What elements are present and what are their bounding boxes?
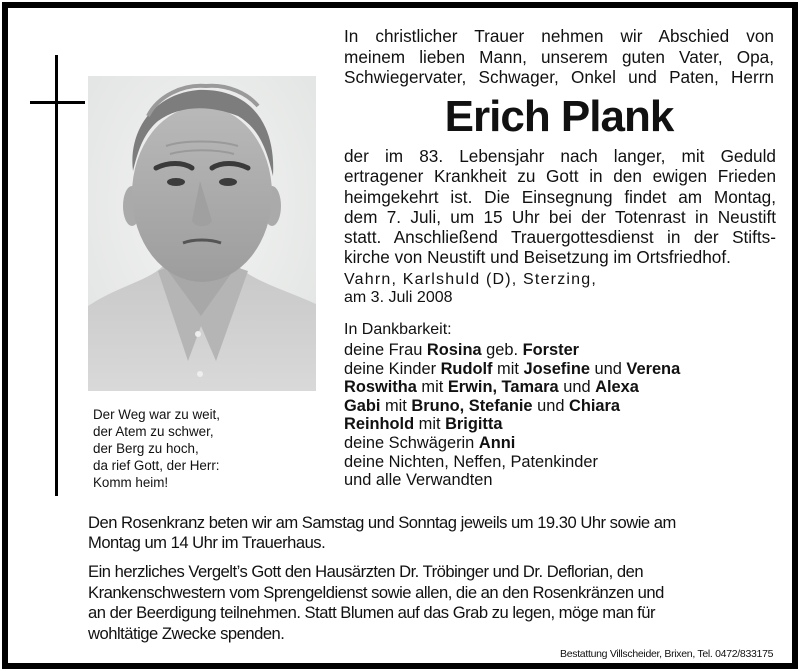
family-line	[344, 378, 680, 397]
family-relation-text: und	[589, 359, 627, 378]
rosary-line: Den Rosenkranz beten wir am Samstag und Sonntag jeweils um 19.30 Uhr sowie am	[88, 513, 676, 532]
family-relation-text: und alle Verwandten	[344, 471, 493, 490]
poem-line: der Atem zu schwer,	[93, 424, 214, 439]
family-member-name: Chiara	[569, 396, 621, 415]
gratitude-text	[88, 562, 778, 644]
poem-line: der Berg zu hoch,	[93, 441, 199, 456]
family-relation-text: mit	[414, 415, 446, 434]
poem	[93, 406, 220, 491]
family-line	[344, 453, 680, 472]
cross-icon-horizontal	[30, 101, 85, 104]
poem-line: Komm heim!	[93, 475, 169, 490]
family-member-name: Josefine	[523, 359, 590, 378]
service-line: kirche von Neustift und Beisetzung im Ortsfriedhof.	[344, 247, 731, 268]
family-relation-text: deine Frau	[344, 341, 427, 359]
service-details	[344, 146, 776, 268]
family-line	[344, 397, 680, 416]
intro-line: In christlicher Trauer nehmen wir Abschied von	[344, 26, 774, 46]
family-relation-text: mit	[380, 396, 412, 415]
intro-line: meinem lieben Mann, unserem guten Vater, Opa,	[344, 46, 774, 67]
deceased-name: Erich Plank	[444, 92, 674, 141]
family-relation-text: mit	[492, 359, 524, 378]
family-relation-text: und	[558, 378, 596, 397]
rosary-info	[88, 513, 778, 553]
family-relation-text: deine Schwägerin	[344, 433, 479, 452]
family-member-name: Rudolf	[440, 359, 493, 378]
family-line	[344, 434, 680, 453]
family-relation-text: deine Kinder	[344, 359, 441, 378]
family-relation-text: deine Nichten, Neffen, Patenkinder	[344, 452, 598, 471]
poem-line: Der Weg war zu weit,	[93, 407, 221, 422]
family-member-name: Reinhold	[344, 415, 415, 434]
service-line: ertragener Krankheit zu Gott in den ewigen Frieden	[344, 166, 776, 187]
family-relation-text: mit	[416, 378, 448, 397]
intro-line: Schwiegervater, Schwager, Onkel und Paten, Herrn	[344, 67, 774, 87]
family-member-name: Gabi	[344, 396, 381, 415]
family-line	[344, 360, 680, 379]
service-line: der im 83. Lebensjahr nach langer, mit Geduld	[344, 146, 776, 166]
gratitude-line: Ein herzliches Vergelt’s Gott den Hausärzten Dr. Tröbinger und Dr. Deflorian, den	[88, 562, 644, 581]
portrait-photo	[88, 76, 316, 391]
service-line: dem 7. Juli, um 15 Uhr bei der Totenrast in Neustift	[344, 206, 776, 227]
family-member-name: Erwin, Tamara	[447, 378, 559, 397]
gratitude-line: wohltätige Zwecke spenden.	[88, 623, 285, 643]
poem-line: da rief Gott, der Herr:	[93, 458, 220, 473]
family-member-name: Roswitha	[344, 378, 417, 397]
service-line: statt. Anschließend Trauergottesdienst in der Stifts-	[344, 227, 776, 248]
family-member-name: Rosina	[426, 341, 482, 359]
family-relation-text: und	[532, 396, 569, 415]
portrait-photo-illustration	[88, 76, 316, 391]
notice-date: am 3. Juli 2008	[344, 289, 453, 306]
places: Vahrn, Karlshuld (D), Sterzing,	[344, 271, 597, 288]
gratitude-line: Krankenschwestern vom Sprengeldienst sowie allen, die an den Rosenkränzen und	[88, 582, 664, 602]
family-member-name: Verena	[626, 359, 681, 378]
funeral-home-credit: Bestattung Villscheider, Brixen, Tel. 0472/833175	[560, 648, 774, 660]
family-member-name: Anni	[478, 433, 516, 452]
thanks-label: In Dankbarkeit:	[344, 321, 452, 338]
family-line	[344, 415, 680, 434]
intro-text	[344, 26, 774, 88]
family-line	[344, 471, 680, 490]
family-member-name: Brigitta	[445, 415, 503, 434]
family-member-name: Alexa	[595, 378, 639, 397]
service-line: heimgekehrt ist. Die Einsegnung findet am Montag,	[344, 186, 776, 207]
family-relation-text: geb.	[481, 341, 523, 359]
cross-icon-vertical	[55, 55, 58, 496]
rosary-line: Montag um 14 Uhr im Trauerhaus.	[88, 533, 326, 552]
gratitude-line: an der Beerdigung teilnehmen. Statt Blumen auf das Grab zu legen, möge man für	[88, 603, 656, 622]
family-line	[344, 341, 680, 360]
family-member-name: Forster	[522, 341, 580, 359]
family-member-name: Bruno, Stefanie	[411, 396, 533, 415]
family-list	[344, 341, 680, 490]
